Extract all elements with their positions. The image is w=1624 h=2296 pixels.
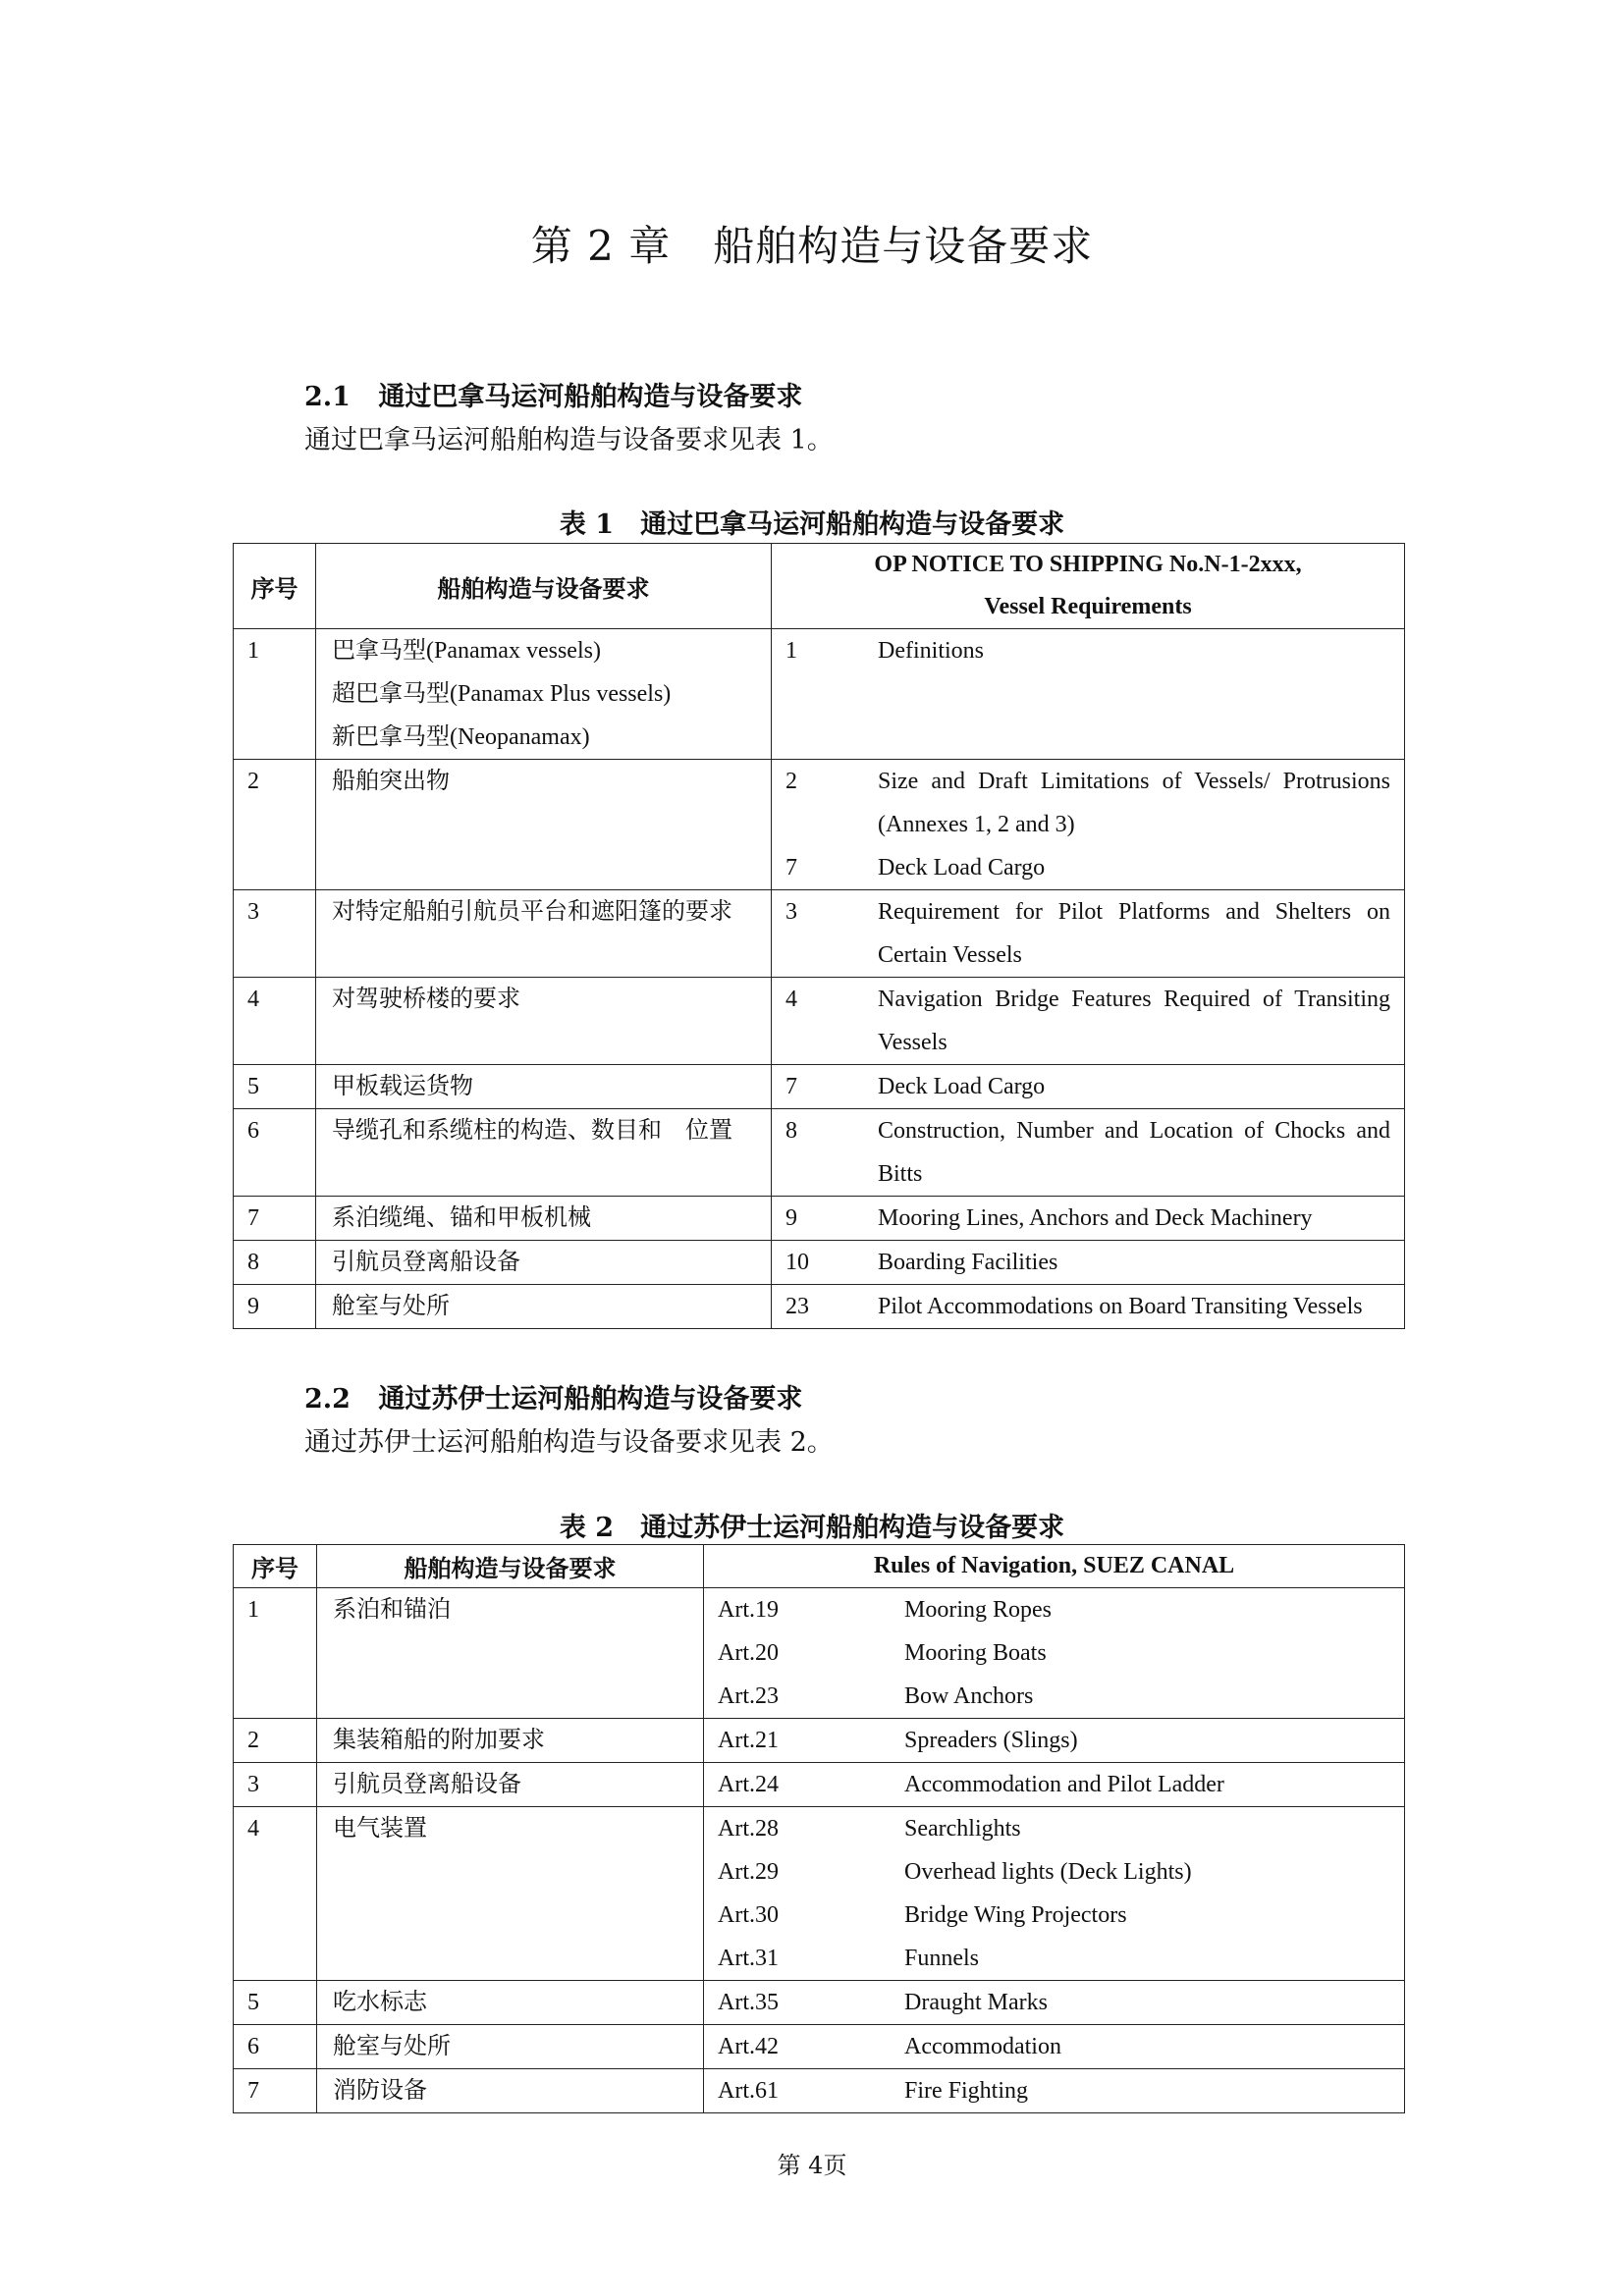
reference-number: 7 [785, 855, 797, 881]
requirement-cell [316, 978, 772, 1065]
reference-cell [704, 1588, 1405, 1719]
requirement-cell [316, 760, 772, 890]
article-number: Art.30 [718, 1902, 779, 1928]
article-number: Art.28 [718, 1816, 779, 1842]
article-title: Funnels [904, 1946, 980, 1971]
reference-text: Mooring Lines, Anchors and Deck Machinery [878, 1205, 1313, 1231]
header-reference-line2: Vessel Requirements [984, 594, 1192, 619]
row-index [234, 2025, 317, 2069]
requirement-cell [317, 1981, 704, 2025]
requirement-cell [317, 1807, 704, 1981]
article-number: Art.23 [718, 1683, 779, 1709]
reference-number: 3 [785, 899, 797, 925]
section-2-1-intro: 通过巴拿马运河船舶构造与设备要求见表 1。 [304, 425, 834, 455]
row-index [234, 1065, 316, 1109]
article-title: Overhead lights (Deck Lights) [904, 1859, 1192, 1885]
article-number: Art.24 [718, 1772, 779, 1797]
row-index-text: 2 [247, 769, 259, 794]
reference-text: Construction, Number and Location of Chocks and Bitts [878, 1118, 1390, 1187]
reference-item [772, 1065, 1404, 1108]
article-number: Art.31 [718, 1946, 779, 1971]
section-title: 通过巴拿马运河船舶构造与设备要求 [378, 382, 803, 412]
reference-item [772, 890, 1404, 977]
row-index [234, 1719, 317, 1763]
requirement-cell [316, 1285, 772, 1329]
header-index: 序号 [234, 1545, 317, 1588]
section-number: 2.1 [304, 382, 351, 412]
reference-item [704, 1719, 1404, 1762]
reference-cell [772, 1241, 1405, 1285]
row-index-text: 1 [247, 1597, 259, 1623]
row-index [234, 1588, 317, 1719]
reference-cell [704, 1981, 1405, 2025]
row-index-text: 8 [247, 1250, 259, 1275]
table-row [234, 1065, 1405, 1109]
reference-item [772, 978, 1404, 1064]
table-2-body [234, 1588, 1405, 2113]
row-index-text: 1 [247, 638, 259, 664]
reference-cell [704, 1719, 1405, 1763]
table-row [234, 1197, 1405, 1241]
requirement-cell [316, 1241, 772, 1285]
row-index [234, 2069, 317, 2113]
reference-item [704, 1763, 1404, 1806]
table-row [234, 2069, 1405, 2113]
reference-cell [772, 1109, 1405, 1197]
requirement-cell [317, 2069, 704, 2113]
row-index-text: 6 [247, 2034, 259, 2059]
reference-text: Size and Draft Limitations of Vessels/ Protrusions (Annexes 1, 2 and 3) [878, 769, 1390, 837]
reference-cell [772, 1197, 1405, 1241]
row-index-text: 9 [247, 1294, 259, 1319]
requirement-text: 舱室与处所 [332, 1294, 450, 1319]
article-number: Art.42 [718, 2034, 779, 2059]
requirement-cell [317, 1719, 704, 1763]
article-number: Art.19 [718, 1597, 779, 1623]
reference-cell [772, 978, 1405, 1065]
article-title: Mooring Boats [904, 1640, 1047, 1666]
reference-item [772, 846, 1404, 889]
requirement-cell [316, 1197, 772, 1241]
reference-text: Deck Load Cargo [878, 1074, 1046, 1099]
reference-cell [772, 760, 1405, 890]
reference-item [704, 1894, 1404, 1937]
header-reference: Rules of Navigation, SUEZ CANAL [704, 1545, 1405, 1588]
article-number: Art.29 [718, 1859, 779, 1885]
section-number: 2.2 [304, 1384, 351, 1415]
reference-number: 10 [785, 1250, 809, 1275]
header-requirements: 船舶构造与设备要求 [317, 1545, 704, 1588]
article-number: Art.20 [718, 1640, 779, 1666]
row-index-text: 7 [247, 2078, 259, 2104]
table-1 [233, 543, 1405, 1329]
reference-cell [772, 1285, 1405, 1329]
reference-text: Navigation Bridge Features Required of Transiting Vessels [878, 987, 1390, 1055]
reference-item [704, 2069, 1404, 2112]
row-index-text: 5 [247, 1074, 259, 1099]
reference-text: Requirement for Pilot Platforms and Shelters on Certain Vessels [878, 899, 1390, 968]
section-2-2-heading [304, 1377, 802, 1415]
requirement-cell [316, 890, 772, 978]
reference-cell [704, 2069, 1405, 2113]
row-index [234, 629, 316, 760]
requirement-text: 消防设备 [333, 2078, 427, 2104]
reference-number: 8 [785, 1118, 797, 1144]
chapter-title: 第 2 章 船舶构造与设备要求 [530, 222, 1094, 270]
table-row [234, 2025, 1405, 2069]
article-title: Draught Marks [904, 1990, 1048, 2015]
reference-item [704, 1675, 1404, 1718]
row-index-text: 3 [247, 899, 259, 925]
requirement-cell [316, 629, 772, 760]
requirement-text: 系泊缆绳、锚和甲板机械 [332, 1205, 591, 1231]
reference-item [704, 1850, 1404, 1894]
table-header-row [234, 1545, 1405, 1588]
table-2 [233, 1544, 1405, 2113]
row-index [234, 978, 316, 1065]
reference-cell [704, 1807, 1405, 1981]
reference-item [704, 1588, 1404, 1631]
reference-text: Definitions [878, 638, 984, 664]
row-index [234, 1109, 316, 1197]
reference-number: 4 [785, 987, 797, 1012]
table-row [234, 1285, 1405, 1329]
article-title: Bow Anchors [904, 1683, 1034, 1709]
article-number: Art.61 [718, 2078, 779, 2104]
row-index [234, 1981, 317, 2025]
row-index-text: 3 [247, 1772, 259, 1797]
reference-number: 1 [785, 638, 797, 664]
reference-cell [704, 1763, 1405, 1807]
article-title: Mooring Ropes [904, 1597, 1052, 1623]
reference-item [772, 1285, 1404, 1328]
requirement-text: 对驾驶桥楼的要求 [332, 987, 520, 1012]
article-title: Bridge Wing Projectors [904, 1902, 1127, 1928]
reference-item [704, 1807, 1404, 1850]
row-index-text: 6 [247, 1118, 259, 1144]
reference-item [772, 629, 1404, 672]
reference-cell [772, 1065, 1405, 1109]
row-index-text: 4 [247, 1816, 259, 1842]
requirement-text: 导缆孔和系缆柱的构造、数目和 位置 [332, 1118, 732, 1144]
section-title: 通过苏伊士运河船舶构造与设备要求 [378, 1384, 803, 1415]
table-1-caption: 表 1 通过巴拿马运河船舶构造与设备要求 [559, 509, 1065, 540]
row-index-text: 5 [247, 1990, 259, 2015]
article-number: Art.35 [718, 1990, 779, 2015]
section-2-1-heading [304, 375, 802, 413]
row-index [234, 760, 316, 890]
requirement-text: 甲板载运货物 [332, 1074, 473, 1099]
requirement-text: 吃水标志 [333, 1990, 427, 2015]
header-reference-line1: OP NOTICE TO SHIPPING No.N-1-2xxx, [874, 552, 1302, 577]
requirement-text: 对特定船舶引航员平台和遮阳篷的要求 [332, 899, 732, 925]
reference-number: 7 [785, 1074, 797, 1099]
row-index [234, 1763, 317, 1807]
table-row [234, 1763, 1405, 1807]
table-1-body [234, 629, 1405, 1329]
table-row [234, 1981, 1405, 2025]
row-index-text: 7 [247, 1205, 259, 1231]
table-row [234, 1807, 1405, 1981]
row-index [234, 890, 316, 978]
requirement-text: 新巴拿马型(Neopanamax) [332, 724, 590, 750]
table-header-row [234, 544, 1405, 629]
reference-text: Boarding Facilities [878, 1250, 1058, 1275]
table-row [234, 890, 1405, 978]
row-index [234, 1807, 317, 1981]
article-title: Searchlights [904, 1816, 1021, 1842]
table-row [234, 1109, 1405, 1197]
requirement-text: 系泊和锚泊 [333, 1597, 451, 1623]
requirement-text: 巴拿马型(Panamax vessels) [332, 638, 601, 664]
article-title: Accommodation [904, 2034, 1061, 2059]
table-row [234, 1719, 1405, 1763]
reference-item [704, 1937, 1404, 1980]
header-reference [772, 544, 1405, 629]
reference-number: 23 [785, 1294, 809, 1319]
reference-number: 2 [785, 769, 797, 794]
reference-item [772, 760, 1404, 846]
article-title: Spreaders (Slings) [904, 1728, 1078, 1753]
requirement-text: 引航员登离船设备 [333, 1772, 521, 1797]
page-number: 第 4页 [777, 2152, 847, 2179]
row-index [234, 1285, 316, 1329]
requirement-cell [317, 2025, 704, 2069]
reference-item [704, 1981, 1404, 2024]
reference-number: 9 [785, 1205, 797, 1231]
table-row [234, 760, 1405, 890]
table-row [234, 629, 1405, 760]
requirement-cell [317, 1588, 704, 1719]
requirement-cell [316, 1065, 772, 1109]
article-title: Fire Fighting [904, 2078, 1029, 2104]
reference-item [704, 2025, 1404, 2068]
article-title: Accommodation and Pilot Ladder [904, 1772, 1224, 1797]
requirement-text: 舱室与处所 [333, 2034, 451, 2059]
reference-cell [704, 2025, 1405, 2069]
requirement-cell [316, 1109, 772, 1197]
requirement-text: 引航员登离船设备 [332, 1250, 520, 1275]
article-number: Art.21 [718, 1728, 779, 1753]
row-index [234, 1241, 316, 1285]
table-row [234, 1588, 1405, 1719]
reference-item [772, 1197, 1404, 1240]
reference-item [704, 1631, 1404, 1675]
requirement-text: 超巴拿马型(Panamax Plus vessels) [332, 681, 672, 707]
table-row [234, 978, 1405, 1065]
reference-text: Pilot Accommodations on Board Transiting Vessels [878, 1294, 1363, 1319]
row-index-text: 2 [247, 1728, 259, 1753]
requirement-text: 电气装置 [333, 1816, 427, 1842]
header-index: 序号 [234, 544, 316, 629]
requirement-text: 船舶突出物 [332, 769, 450, 794]
section-2-2-intro: 通过苏伊士运河船舶构造与设备要求见表 2。 [304, 1427, 834, 1458]
table-2-caption: 表 2 通过苏伊士运河船舶构造与设备要求 [559, 1513, 1065, 1543]
reference-cell [772, 629, 1405, 760]
header-requirements: 船舶构造与设备要求 [316, 544, 772, 629]
reference-cell [772, 890, 1405, 978]
reference-text: Deck Load Cargo [878, 855, 1046, 881]
row-index [234, 1197, 316, 1241]
table-row [234, 1241, 1405, 1285]
requirement-text: 集装箱船的附加要求 [333, 1728, 545, 1753]
row-index-text: 4 [247, 987, 259, 1012]
reference-item [772, 1241, 1404, 1284]
reference-item [772, 1109, 1404, 1196]
requirement-cell [317, 1763, 704, 1807]
